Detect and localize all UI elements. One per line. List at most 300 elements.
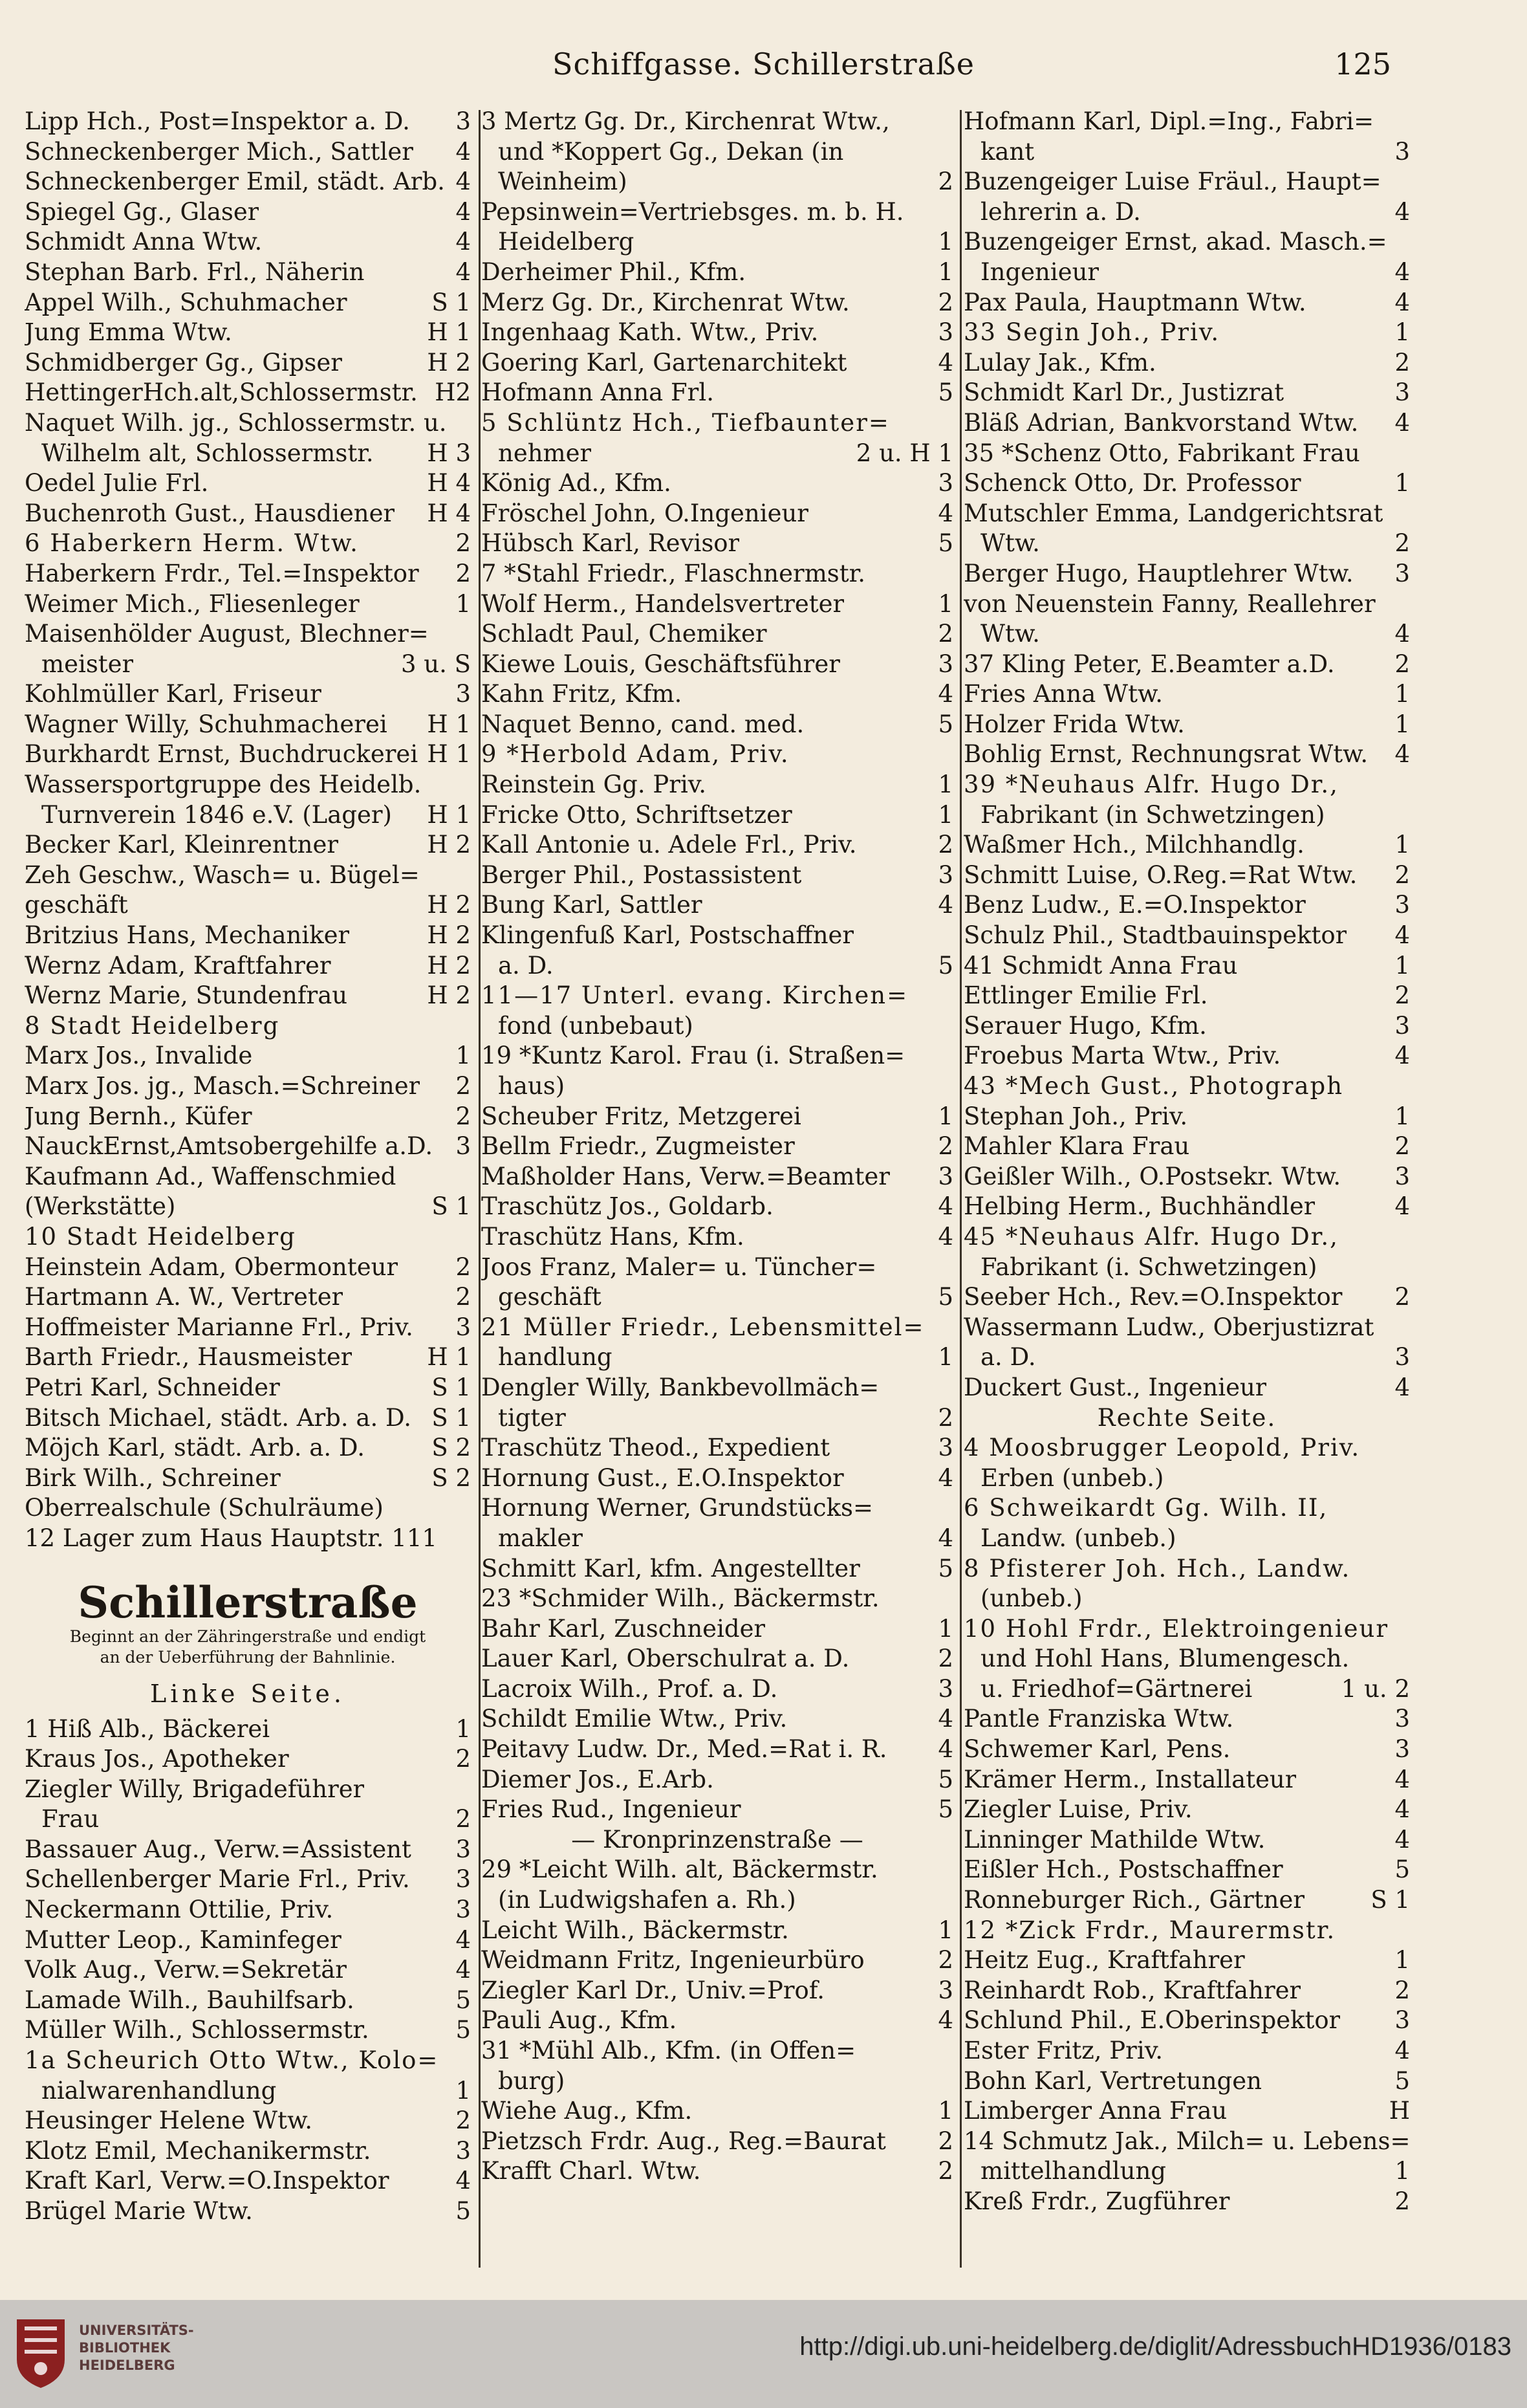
page-header bbox=[0, 40, 1527, 98]
directory-entry bbox=[964, 2096, 1410, 2127]
entry-floor: 4 bbox=[938, 1463, 953, 1492]
entry-text: Mahler Klara Frau bbox=[964, 1132, 1190, 1161]
entry-text: Heitz Eug., Kraftfahrer bbox=[964, 1946, 1245, 1975]
directory-entry bbox=[481, 1976, 953, 2006]
entry-text: Wassermann Ludw., Oberjustizrat bbox=[964, 1313, 1374, 1341]
entry-text: Rechte Seite. bbox=[1097, 1403, 1277, 1432]
entry-floor: 5 bbox=[455, 2016, 471, 2044]
entry-text: Bassauer Aug., Verw.=Assistent bbox=[25, 1835, 411, 1863]
entry-text: Turnverein 1846 e.V. (Lager) bbox=[41, 800, 392, 829]
entry-floor: H2 bbox=[435, 378, 471, 407]
directory-entry bbox=[25, 197, 471, 228]
entry-text: HettingerHch.alt,Schlossermstr. bbox=[25, 378, 418, 407]
entry-text: nehmer bbox=[498, 439, 592, 467]
entry-floor: 4 bbox=[455, 257, 471, 286]
directory-entry bbox=[481, 227, 953, 257]
entry-floor: H 4 bbox=[427, 499, 471, 527]
directory-entry bbox=[25, 529, 471, 559]
directory-entry bbox=[25, 860, 471, 891]
directory-entry bbox=[25, 2136, 471, 2167]
entry-text: 1a Scheurich Otto Wtw., Kolo= bbox=[25, 2046, 439, 2075]
directory-entry bbox=[964, 348, 1410, 378]
entry-floor: 1 bbox=[938, 228, 953, 256]
entry-floor: 1 bbox=[1394, 1946, 1410, 1975]
entry-text: Fries Rud., Ingenieur bbox=[481, 1795, 741, 1824]
entry-text: Wernz Marie, Stundenfrau bbox=[25, 981, 348, 1010]
directory-entry bbox=[25, 1865, 471, 1895]
entry-text: NauckErnst,Amtsobergehilfe a.D. bbox=[25, 1132, 433, 1161]
entry-text: Berger Phil., Postassistent bbox=[481, 860, 802, 889]
entry-text: Pauli Aug., Kfm. bbox=[481, 2006, 677, 2035]
entry-floor: 1 bbox=[938, 800, 953, 829]
directory-entry bbox=[25, 288, 471, 318]
directory-entry bbox=[481, 1463, 953, 1494]
directory-entry bbox=[481, 1795, 953, 1825]
entry-floor: 2 bbox=[938, 1946, 953, 1975]
entry-text: Duckert Gust., Ingenieur bbox=[964, 1373, 1267, 1401]
entry-text: Marx Jos. jg., Masch.=Schreiner bbox=[25, 1072, 420, 1100]
directory-entry bbox=[964, 1704, 1410, 1735]
directory-entry bbox=[481, 1132, 953, 1162]
entry-text: Pantle Franziska Wtw. bbox=[964, 1705, 1234, 1733]
directory-entry bbox=[964, 1403, 1410, 1434]
directory-entry bbox=[964, 1011, 1410, 1042]
entry-floor: 1 bbox=[938, 1343, 953, 1372]
directory-entry bbox=[25, 2166, 471, 2196]
entry-text: Schulz Phil., Stadtbauinspektor bbox=[964, 921, 1347, 950]
entry-text: Kall Antonie u. Adele Frl., Priv. bbox=[481, 831, 857, 859]
directory-entry bbox=[25, 1463, 471, 1494]
entry-text: 21 Müller Friedr., Lebensmittel= bbox=[481, 1313, 925, 1341]
entry-text: Bohlig Ernst, Rechnungsrat Wtw. bbox=[964, 740, 1369, 769]
directory-entry bbox=[964, 710, 1410, 740]
entry-floor: 1 bbox=[455, 2076, 471, 2105]
entry-text: 1 Hiß Alb., Bäckerei bbox=[25, 1714, 270, 1743]
directory-entry bbox=[964, 1253, 1410, 1283]
directory-entry bbox=[481, 981, 953, 1011]
directory-entry bbox=[481, 468, 953, 499]
directory-entry bbox=[481, 739, 953, 770]
directory-entry bbox=[964, 1524, 1410, 1554]
directory-entry bbox=[964, 1433, 1410, 1463]
entry-text: Serauer Hugo, Kfm. bbox=[964, 1011, 1207, 1040]
directory-entry bbox=[481, 1825, 953, 1855]
entry-text: Volk Aug., Verw.=Sekretär bbox=[25, 1956, 347, 1984]
entry-floor: 3 bbox=[1394, 559, 1410, 587]
entry-floor: 4 bbox=[455, 228, 471, 256]
entry-floor: 2 bbox=[1394, 529, 1410, 558]
directory-entry bbox=[25, 1744, 471, 1775]
entry-floor: 1 bbox=[938, 1614, 953, 1643]
entry-floor: 3 bbox=[1394, 1011, 1410, 1040]
entry-text: Maisenhölder August, Blechner= bbox=[25, 620, 429, 648]
entry-text: Mutschler Emma, Landgerichtsrat bbox=[964, 499, 1383, 527]
entry-floor: 4 bbox=[938, 1524, 953, 1552]
entry-text: Wernz Adam, Kraftfahrer bbox=[25, 951, 331, 980]
directory-entry bbox=[25, 1895, 471, 1925]
entry-floor: 1 bbox=[1394, 831, 1410, 859]
directory-entry bbox=[481, 1071, 953, 1102]
entry-floor: 5 bbox=[938, 710, 953, 738]
entry-text: 33 Segin Joh., Priv. bbox=[964, 318, 1220, 347]
directory-entry bbox=[964, 589, 1410, 620]
directory-entry bbox=[481, 378, 953, 408]
directory-entry bbox=[481, 529, 953, 559]
entry-text: handlung bbox=[498, 1343, 612, 1372]
directory-entry bbox=[964, 2187, 1410, 2217]
entry-text: Traschütz Jos., Goldarb. bbox=[481, 1192, 774, 1221]
entry-text: Petri Karl, Schneider bbox=[25, 1373, 280, 1401]
directory-entry bbox=[25, 619, 471, 650]
entry-text: tigter bbox=[498, 1403, 566, 1432]
entry-text: Wiehe Aug., Kfm. bbox=[481, 2097, 693, 2125]
entry-text: Bitsch Michael, städt. Arb. a. D. bbox=[25, 1403, 412, 1432]
directory-entry bbox=[964, 981, 1410, 1011]
entry-text: Schmitt Karl, kfm. Angestellter bbox=[481, 1554, 860, 1582]
entry-floor: 2 bbox=[1394, 650, 1410, 678]
directory-entry bbox=[481, 2036, 953, 2066]
entry-text: (in Ludwigshafen a. Rh.) bbox=[498, 1886, 796, 1914]
directory-entry bbox=[481, 1614, 953, 1645]
directory-entry bbox=[481, 679, 953, 710]
entry-text: und Hohl Hans, Blumengesch. bbox=[980, 1645, 1350, 1673]
directory-entry bbox=[25, 650, 471, 680]
col3-list bbox=[964, 107, 1410, 2217]
entry-floor: 3 bbox=[938, 469, 953, 498]
entry-floor: 4 bbox=[1394, 620, 1410, 648]
directory-entry bbox=[25, 1162, 471, 1192]
entry-floor: H 2 bbox=[427, 981, 471, 1010]
directory-entry bbox=[964, 499, 1410, 529]
university-seal-icon bbox=[12, 2314, 70, 2391]
directory-entry bbox=[25, 739, 471, 770]
entry-text: Mutter Leop., Kaminfeger bbox=[25, 1925, 341, 1954]
directory-entry bbox=[25, 800, 471, 831]
entry-floor: 3 bbox=[1394, 891, 1410, 919]
entry-text: Ziegler Luise, Priv. bbox=[964, 1795, 1193, 1824]
source-url-link[interactable]: http://digi.ub.uni-heidelberg.de/diglit/AdressbuchHD1936/0183 bbox=[799, 2332, 1511, 2361]
entry-text: Reinstein Gg. Priv. bbox=[481, 771, 707, 799]
directory-entry bbox=[481, 1222, 953, 1253]
directory-entry bbox=[25, 981, 471, 1011]
entry-floor: S 2 bbox=[431, 1434, 471, 1462]
entry-text: (Werkstätte) bbox=[25, 1192, 176, 1221]
entry-text: 6 Haberkern Herm. Wtw. bbox=[25, 529, 359, 558]
entry-floor: 5 bbox=[938, 378, 953, 407]
entry-text: Pietzsch Frdr. Aug., Reg.=Baurat bbox=[481, 2127, 886, 2155]
entry-text: Fricke Otto, Schriftsetzer bbox=[481, 800, 792, 829]
entry-floor: 2 bbox=[938, 620, 953, 648]
directory-entry bbox=[25, 1222, 471, 1253]
entry-text: 9 *Herbold Adam, Priv. bbox=[481, 740, 790, 769]
entry-text: 14 Schmutz Jak., Milch= u. Lebens= bbox=[964, 2127, 1410, 2155]
entry-floor: 4 bbox=[1394, 288, 1410, 316]
entry-text: Schneckenberger Emil, städt. Arb. bbox=[25, 168, 445, 196]
directory-entry bbox=[964, 468, 1410, 499]
directory-entry bbox=[964, 107, 1410, 137]
entry-floor: H 1 bbox=[427, 318, 471, 347]
entry-text: Fabrikant (i. Schwetzingen) bbox=[980, 1253, 1317, 1281]
entry-floor: 2 bbox=[938, 1403, 953, 1432]
entry-text: 7 *Stahl Friedr., Flaschnermstr. bbox=[481, 559, 866, 587]
directory-entry bbox=[964, 1976, 1410, 2006]
col2-list bbox=[481, 107, 953, 2187]
entry-text: Buchenroth Gust., Hausdiener bbox=[25, 499, 395, 527]
entry-floor: 3 bbox=[1394, 1735, 1410, 1764]
directory-entry bbox=[481, 1162, 953, 1192]
entry-text: Ettlinger Emilie Frl. bbox=[964, 981, 1208, 1010]
directory-entry bbox=[964, 378, 1410, 408]
entry-text: — Kronprinzenstraße — bbox=[571, 1825, 863, 1854]
side-heading: Linke Seite. bbox=[150, 1679, 345, 1708]
entry-text: 8 Pfisterer Joh. Hch., Landw. bbox=[964, 1554, 1351, 1582]
entry-floor: 1 bbox=[938, 257, 953, 286]
entry-text: Oberrealschule (Schulräume) bbox=[25, 1494, 384, 1522]
directory-entry bbox=[481, 921, 953, 951]
entry-text: 29 *Leicht Wilh. alt, Bäckermstr. bbox=[481, 1855, 878, 1884]
directory-entry bbox=[481, 1102, 953, 1132]
directory-entry bbox=[964, 951, 1410, 981]
entry-floor: S 1 bbox=[431, 1373, 471, 1401]
entry-floor: 2 bbox=[1394, 860, 1410, 889]
entry-text: Kohlmüller Karl, Friseur bbox=[25, 680, 321, 708]
entry-text: Ester Fritz, Priv. bbox=[964, 2037, 1163, 2064]
entry-floor: 2 bbox=[938, 1132, 953, 1161]
directory-entry bbox=[964, 1102, 1410, 1132]
entry-text: Britzius Hans, Mechaniker bbox=[25, 921, 350, 950]
entry-text: Schmidt Anna Wtw. bbox=[25, 228, 263, 256]
entry-text: Schellenberger Marie Frl., Priv. bbox=[25, 1865, 410, 1894]
entry-text: von Neuenstein Fanny, Reallehrer bbox=[964, 589, 1376, 618]
directory-entry bbox=[964, 1313, 1410, 1343]
entry-floor: H bbox=[1389, 2097, 1410, 2125]
entry-floor: 1 bbox=[1394, 1102, 1410, 1130]
directory-entry bbox=[25, 2076, 471, 2107]
directory-entry bbox=[964, 1885, 1410, 1916]
directory-entry bbox=[481, 1011, 953, 1042]
entry-floor: 5 bbox=[1394, 1855, 1410, 1884]
directory-entry bbox=[25, 679, 471, 710]
entry-floor: 5 bbox=[1394, 2066, 1410, 2095]
directory-entry bbox=[481, 1554, 953, 1584]
entry-text: Schmidt Karl Dr., Justizrat bbox=[964, 378, 1284, 407]
directory-entry bbox=[964, 167, 1410, 197]
entry-text: Bahr Karl, Zuschneider bbox=[481, 1614, 766, 1643]
entry-text: Hornung Gust., E.O.Inspektor bbox=[481, 1463, 844, 1492]
directory-entry bbox=[481, 650, 953, 680]
entry-text: Stephan Joh., Priv. bbox=[964, 1102, 1188, 1130]
directory-entry bbox=[25, 227, 471, 257]
entry-text: Bung Karl, Sattler bbox=[481, 891, 702, 919]
entry-text: Benz Ludw., E.=O.Inspektor bbox=[964, 891, 1306, 919]
directory-entry bbox=[25, 1282, 471, 1313]
entry-floor: 3 bbox=[1394, 1705, 1410, 1733]
directory-entry bbox=[964, 1825, 1410, 1855]
directory-entry bbox=[481, 1041, 953, 1071]
entry-text: 45 *Neuhaus Alfr. Hugo Dr., bbox=[964, 1222, 1339, 1251]
directory-entry bbox=[481, 1253, 953, 1283]
entry-floor: 2 bbox=[938, 831, 953, 859]
directory-entry bbox=[481, 1855, 953, 1885]
entry-text: Ziegler Karl Dr., Univ.=Prof. bbox=[481, 1976, 825, 2004]
directory-entry bbox=[964, 439, 1410, 469]
entry-floor: H 2 bbox=[427, 831, 471, 859]
directory-entry bbox=[964, 1132, 1410, 1162]
directory-entry bbox=[481, 2156, 953, 2187]
directory-entry bbox=[481, 830, 953, 860]
entry-text: Brügel Marie Wtw. bbox=[25, 2197, 253, 2225]
directory-entry bbox=[481, 348, 953, 378]
directory-entry bbox=[481, 137, 953, 168]
entry-floor: 2 bbox=[455, 529, 471, 558]
entry-floor: 4 bbox=[938, 348, 953, 377]
entry-floor: S 1 bbox=[431, 1192, 471, 1221]
directory-entry bbox=[481, 439, 953, 469]
entry-text: Hofmann Anna Frl. bbox=[481, 378, 714, 407]
entry-floor: 5 bbox=[938, 1795, 953, 1824]
directory-entry bbox=[481, 2066, 953, 2097]
directory-entry bbox=[964, 1071, 1410, 1102]
directory-entry bbox=[25, 348, 471, 378]
directory-entry bbox=[481, 1403, 953, 1434]
entry-text: 8 Stadt Heidelberg bbox=[25, 1011, 280, 1040]
entry-floor: 3 bbox=[1394, 137, 1410, 166]
directory-entry bbox=[964, 1222, 1410, 1253]
entry-floor: H 2 bbox=[427, 951, 471, 980]
directory-entry bbox=[25, 1835, 471, 1865]
entry-text: Kraft Karl, Verw.=O.Inspektor bbox=[25, 2167, 389, 2195]
directory-entry bbox=[481, 318, 953, 348]
entry-floor: 3 bbox=[938, 1674, 953, 1703]
entry-text: Derheimer Phil., Kfm. bbox=[481, 257, 746, 286]
entry-text: 19 *Kuntz Karol. Frau (i. Straßen= bbox=[481, 1042, 905, 1070]
entry-text: Erben (unbeb.) bbox=[980, 1463, 1164, 1492]
directory-entry bbox=[25, 167, 471, 197]
directory-entry bbox=[964, 1765, 1410, 1795]
directory-entry bbox=[481, 1493, 953, 1524]
entry-text: Marx Jos., Invalide bbox=[25, 1042, 253, 1070]
directory-entry bbox=[481, 1192, 953, 1222]
directory-entry bbox=[25, 1804, 471, 1835]
directory-entry bbox=[25, 589, 471, 620]
entry-text: Ingenieur bbox=[980, 257, 1099, 286]
entry-floor: H 2 bbox=[427, 891, 471, 919]
entry-text: Wolf Herm., Handelsvertreter bbox=[481, 589, 845, 618]
directory-entry bbox=[964, 739, 1410, 770]
entry-floor: 3 bbox=[938, 318, 953, 347]
entry-floor: 2 bbox=[455, 1072, 471, 1100]
directory-entry bbox=[964, 1282, 1410, 1313]
directory-entry bbox=[481, 197, 953, 228]
directory-entry bbox=[481, 770, 953, 800]
entry-text: Klingenfuß Karl, Postschaffner bbox=[481, 921, 854, 950]
entry-text: Ingenhaag Kath. Wtw., Priv. bbox=[481, 318, 819, 347]
entry-floor: 2 bbox=[455, 1253, 471, 1281]
entry-floor: 2 bbox=[455, 1805, 471, 1833]
directory-entry bbox=[25, 951, 471, 981]
directory-entry bbox=[25, 1714, 471, 1745]
directory-entry bbox=[25, 830, 471, 860]
entry-floor: 3 bbox=[1394, 378, 1410, 407]
entry-floor: 4 bbox=[1394, 1192, 1410, 1221]
entry-floor: 5 bbox=[455, 2197, 471, 2225]
directory-entry bbox=[25, 1041, 471, 1071]
entry-floor: 4 bbox=[938, 499, 953, 527]
entry-floor: 1 bbox=[1394, 710, 1410, 738]
entry-floor: 4 bbox=[1394, 257, 1410, 286]
entry-text: Ziegler Willy, Brigadeführer bbox=[25, 1775, 365, 1803]
entry-text: 4 Moosbrugger Leopold, Priv. bbox=[964, 1434, 1361, 1462]
directory-entry bbox=[964, 1614, 1410, 1645]
col1-top-list bbox=[25, 107, 471, 1554]
entry-text: 12 Lager zum Haus Hauptstr. 111 bbox=[25, 1524, 437, 1552]
entry-text: Schlund Phil., E.Oberinspektor bbox=[964, 2006, 1341, 2035]
entry-text: 37 Kling Peter, E.Beamter a.D. bbox=[964, 650, 1335, 678]
entry-text: Holzer Frida Wtw. bbox=[964, 710, 1185, 738]
entry-text: Jung Bernh., Küfer bbox=[25, 1102, 252, 1130]
directory-entry bbox=[25, 921, 471, 951]
entry-floor: 2 bbox=[938, 2127, 953, 2155]
entry-text: Landw. (unbeb.) bbox=[980, 1524, 1176, 1552]
directory-entry bbox=[964, 860, 1410, 891]
entry-text: Bläß Adrian, Bankvorstand Wtw. bbox=[964, 408, 1359, 437]
entry-floor: 3 bbox=[455, 1896, 471, 1924]
entry-floor: 4 bbox=[938, 1192, 953, 1221]
entry-text: Burkhardt Ernst, Buchdruckerei bbox=[25, 740, 418, 769]
entry-floor: H 2 bbox=[427, 348, 471, 377]
entry-floor: 2 bbox=[938, 2157, 953, 2185]
entry-floor: 2 bbox=[455, 2107, 471, 2135]
entry-text: Lulay Jak., Kfm. bbox=[964, 348, 1156, 377]
entry-text: Kreß Frdr., Zugführer bbox=[964, 2187, 1230, 2215]
directory-entry bbox=[964, 2036, 1410, 2066]
directory-entry bbox=[481, 951, 953, 981]
directory-entry bbox=[481, 589, 953, 620]
entry-floor: 4 bbox=[1394, 1373, 1410, 1401]
entry-floor: 1 u. 2 bbox=[1341, 1674, 1410, 1703]
entry-text: Berger Hugo, Hauptlehrer Wtw. bbox=[964, 559, 1354, 587]
entry-text: Bohn Karl, Vertretungen bbox=[964, 2066, 1262, 2095]
directory-entry bbox=[481, 257, 953, 288]
entry-floor: 2 bbox=[938, 288, 953, 316]
entry-text: Frau bbox=[41, 1805, 100, 1833]
entry-floor: H 4 bbox=[427, 469, 471, 498]
directory-entry bbox=[964, 1554, 1410, 1584]
entry-text: Lacroix Wilh., Prof. a. D. bbox=[481, 1674, 778, 1703]
directory-entry bbox=[481, 1735, 953, 1765]
page-title: Schiffgasse. Schillerstraße bbox=[552, 47, 975, 82]
entry-text: Wagner Willy, Schuhmacherei bbox=[25, 710, 387, 738]
directory-entry bbox=[25, 1955, 471, 1986]
entry-text: Schildt Emilie Wtw., Priv. bbox=[481, 1705, 788, 1733]
entry-floor: 3 bbox=[455, 1132, 471, 1161]
directory-entry bbox=[481, 2006, 953, 2036]
directory-entry bbox=[25, 1925, 471, 1956]
entry-text: kant bbox=[980, 137, 1035, 166]
entry-text: Hartmann A. W., Vertreter bbox=[25, 1283, 343, 1311]
directory-entry bbox=[25, 770, 471, 800]
entry-text: 10 Hohl Frdr., Elektroingenieur bbox=[964, 1614, 1389, 1643]
directory-entry bbox=[481, 1433, 953, 1463]
entry-text: Froebus Marta Wtw., Priv. bbox=[964, 1042, 1281, 1070]
col1-bottom-list bbox=[25, 1714, 471, 2227]
entry-floor: 1 bbox=[455, 1042, 471, 1070]
entry-text: Oedel Julie Frl. bbox=[25, 469, 209, 498]
entry-floor: 2 bbox=[1394, 1132, 1410, 1161]
entry-floor: 2 bbox=[455, 1283, 471, 1311]
directory-entry bbox=[25, 1403, 471, 1434]
entry-text: Hoffmeister Marianne Frl., Priv. bbox=[25, 1313, 413, 1341]
